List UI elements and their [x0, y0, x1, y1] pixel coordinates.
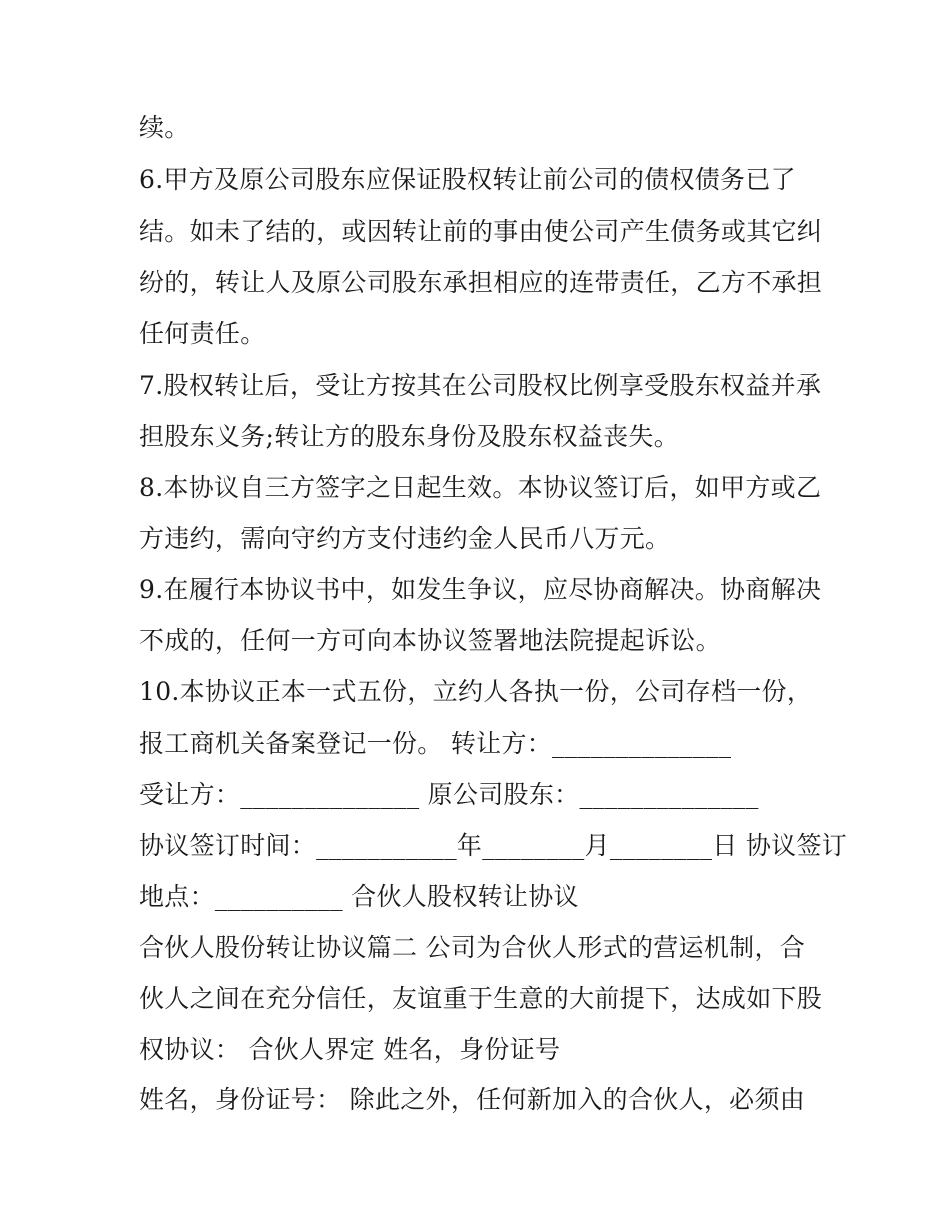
text-line: 担股东义务;转让方的股东身份及股东权益丧失。 — [139, 422, 680, 451]
text-line: 方违约，需向守约方支付违约金人民币八万元。 — [139, 524, 671, 553]
text-line: 续。 — [139, 113, 190, 142]
text-line: 10.本协议正本一式五份，立约人各执一份，公司存档一份， — [139, 677, 813, 706]
text-line: 伙人之间在充分信任，友谊重于生意的大前提下，达成如下股 — [139, 984, 823, 1013]
text-line: 结。如未了结的，或因转让前的事由使公司产生债务或其它纠 — [139, 217, 823, 246]
text-line: 7.股权转让后，受让方按其在公司股权比例享受股东权益并承 — [139, 371, 822, 400]
text-line: 报工商机关备案登记一份。 转让方：______________ — [139, 729, 732, 758]
text-line: 合伙人股份转让协议篇二 公司为合伙人形式的营运机制，合 — [139, 933, 806, 962]
text-line: 受让方：______________ 原公司股东：______________ — [139, 780, 759, 809]
text-line: 权协议： 合伙人界定 姓名，身份证号 — [139, 1035, 561, 1064]
text-line: 纷的，转让人及原公司股东承担相应的连带责任，乙方不承担 — [139, 268, 823, 297]
text-line: 协议签订时间：___________年________月________日 协议签订 — [139, 831, 848, 860]
text-line: 不成的，任何一方可向本协议签署地法院提起诉讼。 — [139, 626, 721, 655]
text-line: 9.在履行本协议书中，如发生争议，应尽协商解决。协商解决 — [139, 575, 822, 604]
text-line: 6.甲方及原公司股东应保证股权转让前公司的债权债务已了 — [139, 165, 796, 194]
text-line: 任何责任。 — [139, 319, 266, 348]
text-line: 地点：__________ 合伙人股权转让协议 — [139, 882, 579, 911]
text-line: 姓名，身份证号： 除此之外，任何新加入的合伙人，必须由 — [139, 1085, 806, 1114]
text-line: 8.本协议自三方签字之日起生效。本协议签订后，如甲方或乙 — [139, 473, 822, 502]
